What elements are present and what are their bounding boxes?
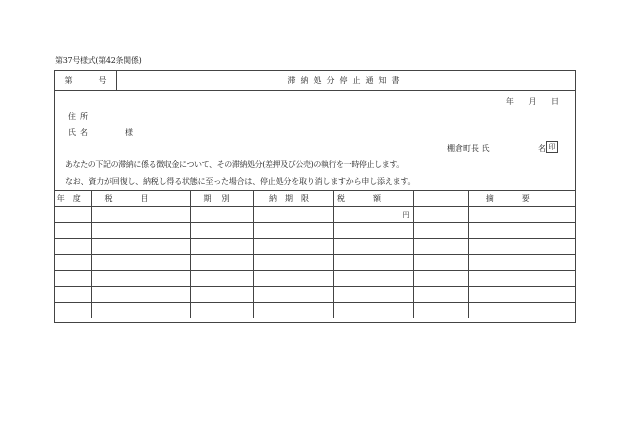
table-row	[55, 207, 575, 223]
col-blank	[413, 191, 468, 207]
form-number: 第37号様式(第42条関係)	[55, 56, 142, 65]
honorific: 様	[125, 128, 133, 137]
document-title: 滞納処分停止通知書	[287, 76, 405, 85]
col-fiscal-year: 年度	[55, 191, 91, 207]
seal-stamp: 印	[546, 141, 558, 153]
yen-unit: 円	[333, 207, 413, 223]
col-remarks: 摘要	[468, 191, 575, 207]
number-label-left: 第	[64, 76, 73, 85]
address-label: 住所	[68, 112, 92, 121]
col-tax-item: 税目	[91, 191, 190, 207]
notice-form	[54, 70, 576, 323]
table-row	[55, 223, 575, 239]
body-text-1: あなたの下記の滞納に係る徴収金について、その滞納処分(差押及び公売)の執行を一時停止します。	[65, 160, 404, 169]
table-row	[55, 239, 575, 255]
number-label-right: 号	[98, 76, 107, 85]
table-row	[55, 303, 575, 319]
col-tax-amount: 税額	[333, 191, 413, 207]
date-line: 年 月 日	[505, 97, 559, 106]
body-text-2: なお、資力が回復し、納税し得る状態に至った場合は、停止処分を取り消しますから申し添えます。	[65, 177, 416, 186]
header-row	[55, 71, 575, 91]
tax-table	[55, 190, 575, 318]
table-row	[55, 255, 575, 271]
issuer-name-suffix: 名	[538, 144, 546, 153]
table-header-row	[55, 191, 575, 207]
name-label: 氏名	[68, 128, 92, 137]
col-due-date: 納期限	[253, 191, 333, 207]
table-row	[55, 271, 575, 287]
col-period: 期別	[190, 191, 253, 207]
table-row	[55, 287, 575, 303]
issuer-title: 棚倉町長 氏	[447, 144, 490, 153]
notice-number-cell[interactable]	[55, 71, 117, 90]
